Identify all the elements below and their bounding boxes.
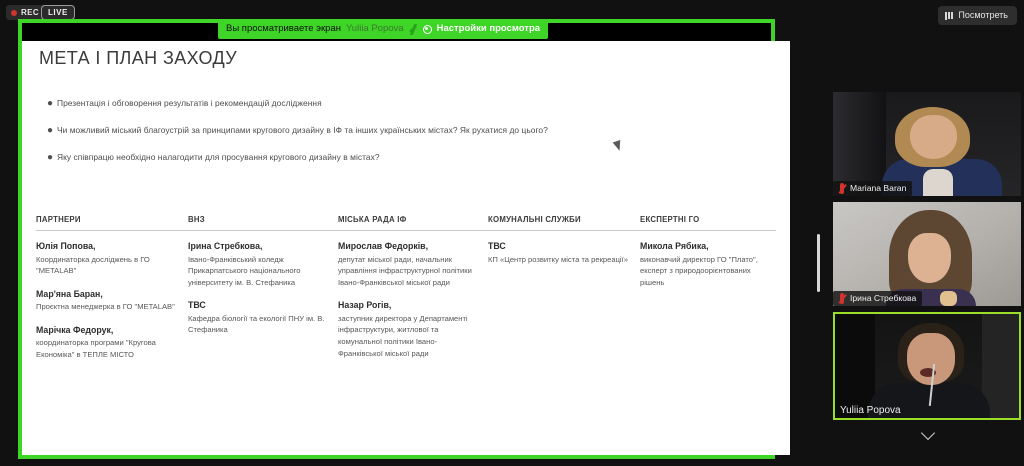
participant-name-plate [833,291,922,306]
share-banner-presenter: Yuliia Popova [346,23,404,35]
entry-description: Івано-Франківський коледж Прикарпатського національного університету ім. В. Стефаника [188,254,301,287]
participant-tile-yuliia-popova[interactable] [833,312,1021,420]
slide-bullet-list [46,97,646,178]
entry-name: Марічка Федорук, [36,324,114,335]
column-header: ЕКСПЕРТНІ ГО [640,215,700,224]
participants-table [36,215,776,371]
record-circle-icon [423,25,432,34]
table-row [188,240,328,288]
live-label: LIVE [48,7,68,17]
table-row [36,240,178,277]
entry-description: Координаторка досліджень в ГО "METALAB" [36,254,150,276]
entry-description: координаторка програми "Кругова Економіка" в ТЕПЛЕ МІСТО [36,338,156,359]
bullet-dot-icon: ● [47,125,54,136]
view-settings-label[interactable]: Настройки просмотра [436,23,541,35]
entry-name: Назар Рогів, [338,300,392,311]
table-row [36,324,178,361]
live-indicator [41,5,75,20]
bullet-dot-icon: ● [47,98,54,109]
table-row [338,240,478,288]
shared-screen-scrollbar[interactable] [817,234,820,292]
screen-share-banner[interactable] [218,19,548,39]
list-item [46,151,646,165]
entry-description: депутат міської ради, начальник управління інфраструктурної політики Івано-Франківської міської ради [338,254,472,287]
share-banner-prefix: Вы просматриваете экран [226,23,341,35]
microphone-muted-icon [838,293,846,304]
screen-share-icon [409,24,418,35]
shared-slide [22,41,790,455]
view-layout-button[interactable] [938,6,1017,25]
participant-name: Yuliia Popova [840,405,901,416]
table-column [188,240,338,371]
column-header: КОМУНАЛЬНІ СЛУЖБИ [488,215,581,224]
chevron-down-icon[interactable] [920,425,936,441]
entry-description: Проєктна менеджерка в ГО "METALAB" [36,302,175,312]
list-item [46,124,646,138]
bullet-text: Презентація і обговорення результатів і рекомендацій дослідження [57,98,322,108]
entry-description: заступник директора у Департаменті інфраструктури, житлової та комунальної політики Івано-Франківської міської ради [338,313,468,358]
list-item [46,97,646,111]
table-column [640,240,770,371]
table-row [36,288,178,313]
participant-name: Ірина Стребкова [850,293,917,303]
table-column [338,240,488,371]
bullet-text: Чи можливий міський благоустрій за принципами кругового дизайну в ІФ та інших українських містах? Як рухатися до цього? [57,125,548,135]
entry-description: КП «Центр розвитку міста та рекреації» [488,254,628,264]
table-header-row [36,215,776,231]
entry-name: Ірина Стребкова, [188,241,263,251]
layout-grid-icon [945,12,953,20]
view-layout-button-label: Посмотреть [958,10,1008,20]
entry-name: Микола Рябика, [640,241,709,251]
table-row [488,240,630,265]
entry-name: Мар'яна Баран, [36,288,103,299]
column-header: ВНЗ [188,215,205,224]
table-column [488,240,640,371]
recording-label: REC [21,7,40,17]
participant-tile-iryna-strebkova[interactable] [833,202,1021,306]
entry-name: Юлія Попова, [36,241,96,251]
participant-tile-list [833,92,1021,426]
table-row [338,299,478,359]
entry-description: Кафедра біології та екології ПНУ ім. В. Стефаника [188,313,325,335]
record-dot-icon [11,10,17,16]
table-row [188,299,328,336]
microphone-muted-icon [838,183,846,194]
entry-name: ТВС [188,300,206,311]
bullet-text: Яку співпрацю необхідно налагодити для просування кругового дизайну в містах? [57,152,380,162]
participant-name-plate [835,403,907,418]
entry-description: виконавчий директор ГО "Плато", експерт з природоорієнтованих рішень [640,254,758,287]
participant-tile-mariana-baran[interactable] [833,92,1021,196]
bullet-dot-icon: ● [47,152,54,163]
column-header: ПАРТНЕРИ [36,215,81,224]
column-header: МІСЬКА РАДА ІФ [338,215,407,224]
entry-name: Мирослав Федорків, [338,241,429,251]
participant-name-plate [833,181,912,196]
entry-name: ТВС [488,241,506,251]
slide-title: МЕТА І ПЛАН ЗАХОДУ [39,48,238,68]
table-row [640,240,760,288]
table-body [36,231,776,371]
table-column [36,240,188,371]
participant-name: Mariana Baran [850,183,907,193]
